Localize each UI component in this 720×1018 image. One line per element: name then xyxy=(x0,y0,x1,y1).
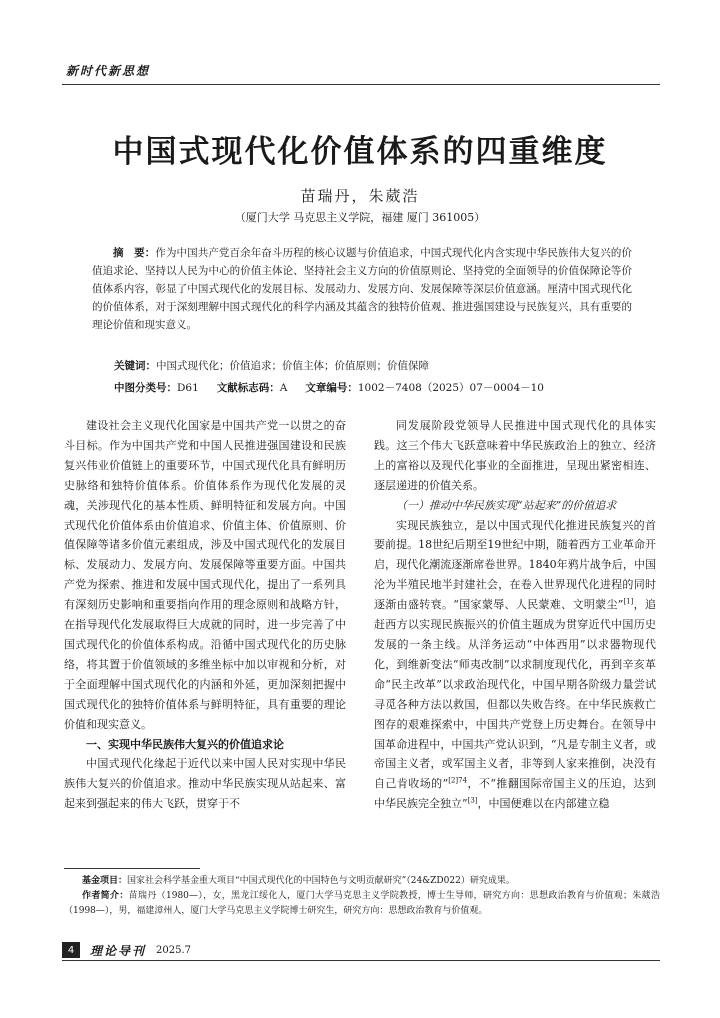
running-header-section: 新时代新思想 xyxy=(66,64,151,78)
clc-value: D61 xyxy=(177,382,199,394)
footnotes xyxy=(64,874,660,919)
citation-ref: [3] xyxy=(467,796,478,805)
subsection-heading-1: （一）推动中华民族实现“站起来”的价值追求 xyxy=(396,498,617,512)
journal-name: 理论导刊 xyxy=(90,943,147,958)
doc-code-value: A xyxy=(279,382,288,394)
paragraph-text: ，不“推翻国际帝国主义的压迫，达到中华民族完全独立” xyxy=(374,777,657,811)
paragraph-text: 实现民族独立，是以中国式现代化推进民族复兴的首要前提。18世纪后期至19世纪中期，随着西方工业革命开启，现代化潮流逐渐席卷世界。1840年鸦片战争后，中国沦为半殖民地半封建社会，在卷入世界现代化进程的同时逐渐由盛转衰。“国家蒙辱、人民蒙难、文明蒙尘” xyxy=(374,518,656,612)
clc-label: 中图分类号： xyxy=(114,382,177,394)
page-number: 4 xyxy=(62,942,80,958)
section-heading-1: 一、实现中华民族伟大复兴的价值追求论 xyxy=(86,737,284,751)
intro-paragraph: 建设社会主义现代化国家是中国共产党一以贯之的奋斗目标。作为中国共产党和中国人民推进强国建设和民族复兴伟业价值链上的重要环节，中国式现代化具有鲜明历史脉络和独特价值体系。价值体系作为现代化发展的灵魂，关涉现代化的基本性质、鲜明特征和发展方向。中国式现代化价值体系由价值追求、价值主体、价值原则、价值保障等诸多价值元素组成，涉及中国式现代化的发展目标、发展动力、发展方向、发展保障等重要方面。中国共产党为探索、推进和发展中国式现代化，提出了一系列具有深刻历史影响和重要指向作用的理念原则和战略方针，在指导现代化发展取得巨大成就的同时，进一步完善了中国式现代化的价值体系构成。沿循中国式现代化的历史脉络，将其置于价值领域的多维坐标中加以审视和分析，对于全面理解中国式现代化的内涵和外延，更加深刻把握中国式现代化的独特价值体系与鲜明特征，具有重要的理论价值和现实意义。 xyxy=(64,419,346,731)
abstract xyxy=(92,244,632,334)
footnote-rule xyxy=(64,868,200,869)
journal-issue: 2025.7 xyxy=(156,944,192,956)
article-authors: 苗瑞丹，朱葳浩 xyxy=(300,187,420,205)
keywords xyxy=(114,358,634,373)
author-note xyxy=(64,889,660,919)
article-number-label: 文章编号： xyxy=(305,382,358,394)
doc-code-label: 文献标志码： xyxy=(216,382,280,394)
fund-label: 基金项目： xyxy=(82,876,128,886)
author-bio-text: 苗瑞丹（1980—），女，黑龙江绥化人，厦门大学马克思主义学院教授，博士生导师，研究方向：思想政治教育与价值观；朱葳浩（1998—），男，福建漳州人，厦门大学马克思主义学院博士研究生，研究方向：思想政治教育与价值观。 xyxy=(64,891,660,916)
paragraph-text: ，中国便难以在内部建立稳 xyxy=(477,797,610,811)
abstract-text: 作为中国共产党百余年奋斗历程的核心议题与价值追求，中国式现代化内含实现中华民族伟大复兴的价值追求论、坚持以人民为中心的价值主体论、坚持社会主义方向的价值原则论、坚持党的全面领导的价值保障论等价值体系内容，彰显了中国式现代化的发展目标、发展动力、发展方向、发展保障等深层价值意涵。厘清中国式现代化的价值体系，对于深刻理解中国式现代化的科学内涵及其蕴含的独特价值观、推进强国建设与民族复兴，具有重要的理论价值和现实意义。 xyxy=(92,247,632,331)
footer-rule xyxy=(62,960,660,961)
paragraph-text: ，追赶西方以实现民族振兴的价值主题成为贯穿近代中国历史发展的一条主线。从洋务运动“中体西用”以求器物现代化，到维新变法“师夷改制”以求制度现代化，再到辛亥革命“民主改革”以求政治现代化，中国早期各阶级力量尝试寻觅各种方法以救国，但都以失败告终。在中华民族救亡图存的艰难探索中，中国共产党登上历史舞台。在领导中国革命进程中，中国共产党认识到，“凡是专制主义者，或帝国主义者，或军国主义者，非等到人家来推倒，决没有自己肯收场的” xyxy=(374,598,656,791)
section-1-paragraph: 中国式现代化缘起于近代以来中国人民对实现中华民族伟大复兴的价值追求。推动中华民族实现从站起来、富起来到强起来的伟大飞跃，贯穿于不 xyxy=(64,757,346,811)
fund-text: 国家社会科学基金重大项目“中国式现代化的中国特色与文明贡献研究”（24&ZD022）研究成果。 xyxy=(127,876,515,886)
article-title: 中国式现代化价值体系的四重维度 xyxy=(112,134,608,170)
body-column-right xyxy=(374,416,656,814)
header-rule xyxy=(62,84,660,85)
classification-line xyxy=(114,380,634,395)
author-bio-label: 作者简介： xyxy=(82,891,129,901)
continued-paragraph: 同发展阶段党领导人民推进中国式现代化的具体实践。这三个伟大飞跃意味着中华民族政治上的独立、经济上的富裕以及现代化事业的全面推进，呈现出紧密相连、逐层递进的价值关系。 xyxy=(374,419,656,492)
body-column-left xyxy=(64,416,346,814)
fund-note xyxy=(64,874,660,889)
keywords-label: 关键词： xyxy=(114,360,156,372)
citation-ref: [2]74 xyxy=(448,776,468,785)
article-number-value: 1002－7408（2025）07－0004－10 xyxy=(357,382,544,394)
abstract-label: 摘 要： xyxy=(113,247,156,259)
page-footer xyxy=(62,942,191,958)
subsection-1-paragraph xyxy=(374,516,656,815)
citation-ref: [1] xyxy=(623,597,634,606)
keywords-text: 中国式现代化；价值追求；价值主体；价值原则；价值保障 xyxy=(156,360,429,372)
article-affiliation: （厦门大学 马克思主义学院，福建 厦门 361005） xyxy=(234,211,486,224)
